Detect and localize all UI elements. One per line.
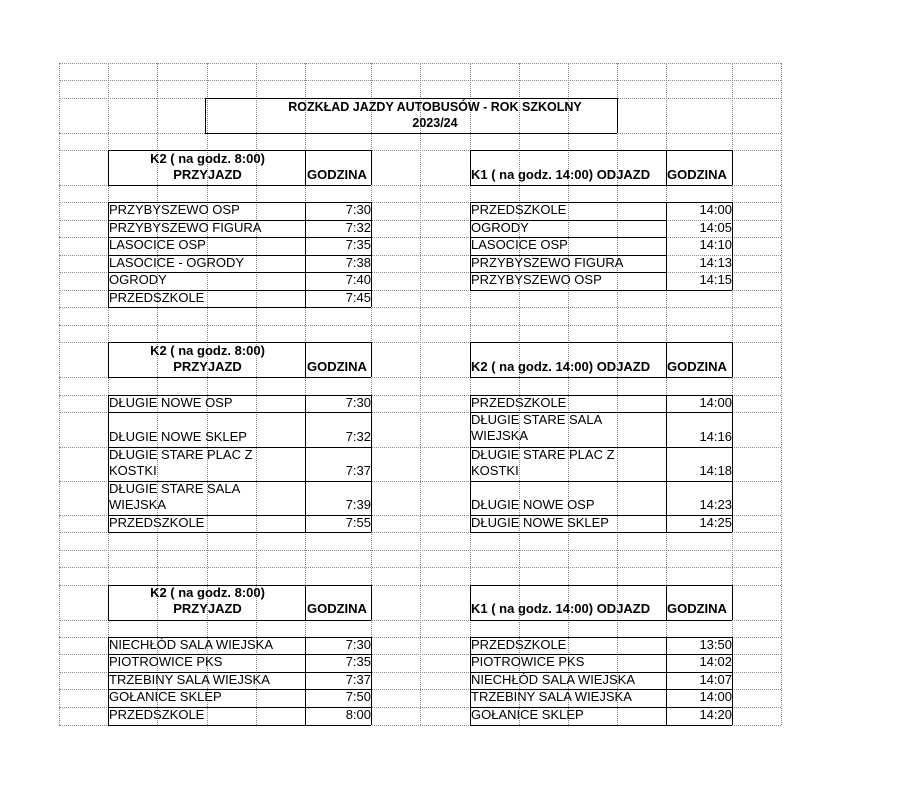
table-border <box>470 620 732 621</box>
table-border <box>108 532 371 533</box>
right-stop-1-3: LASOCICE OSP <box>471 237 568 252</box>
left-time-3-5: 8:00 <box>345 707 371 722</box>
right-header-2: K2 ( na godz. 14:00) ODJAZD <box>471 359 651 374</box>
left-stop-1-5: OGRODY <box>109 272 167 287</box>
left-time-1-5: 7:40 <box>345 272 371 287</box>
left-stop-1-2: PRZYBYSZEWO FIGURA <box>109 220 262 235</box>
right-stop-2-3: DŁUGIE STARE PLAC Z KOSTKI <box>471 447 615 478</box>
grid-row-line <box>59 550 781 551</box>
right-stop-1-5: PRZYBYSZEWO OSP <box>471 272 602 287</box>
table-border <box>732 585 733 620</box>
page-title <box>205 99 665 131</box>
right-stop-2-1: PRZEDSZKOLE <box>471 395 567 410</box>
table-border <box>205 133 617 134</box>
right-time-header-1: GODZINA <box>667 167 727 182</box>
table-border <box>371 585 372 620</box>
right-time-1-3: 14:10 <box>699 237 732 252</box>
grid-column-line <box>617 63 618 725</box>
table-border <box>732 202 733 290</box>
table-border <box>732 395 733 532</box>
right-stop-1-4: PRZYBYSZEWO FIGURA <box>471 255 624 270</box>
right-time-2-2: 14:16 <box>699 429 732 444</box>
table-border <box>732 150 733 185</box>
right-time-2-3: 14:18 <box>699 463 732 478</box>
right-stop-2-2: DŁUGIE STARE SALA WIEJSKA <box>471 412 602 443</box>
left-time-1-2: 7:32 <box>345 220 371 235</box>
right-time-1-5: 14:15 <box>699 272 732 287</box>
left-time-header-1: GODZINA <box>307 167 367 182</box>
table-border <box>666 290 732 291</box>
left-stop-2-1: DŁUGIE NOWE OSP <box>109 395 233 410</box>
title-line-1: ROZKŁAD JAZDY AUTOBUSÓW - ROK SZKOLNY <box>288 100 582 114</box>
left-time-1-6: 7:45 <box>345 290 371 305</box>
right-time-2-5: 14:25 <box>699 515 732 530</box>
grid-row-line <box>59 325 781 326</box>
table-border <box>108 585 109 620</box>
left-time-3-2: 7:35 <box>345 654 371 669</box>
table-border <box>371 637 372 725</box>
right-time-header-2: GODZINA <box>667 359 727 374</box>
right-time-1-1: 14:00 <box>699 202 732 217</box>
table-border <box>305 585 306 620</box>
right-stop-3-2: PIOTROWICE PKS <box>471 654 585 669</box>
grid-column-line <box>59 63 60 725</box>
right-stop-1-2: OGRODY <box>471 220 529 235</box>
grid-row-line <box>59 80 781 81</box>
left-time-1-3: 7:35 <box>345 237 371 252</box>
right-time-1-4: 14:13 <box>699 255 732 270</box>
left-time-header-2: GODZINA <box>307 359 367 374</box>
left-time-1-1: 7:30 <box>345 202 371 217</box>
table-border <box>108 620 371 621</box>
left-stop-3-2: PIOTROWICE PKS <box>109 654 223 669</box>
right-stop-3-4: TRZEBINY SALA WIEJSKA <box>471 689 632 704</box>
table-border <box>470 532 732 533</box>
right-time-2-1: 14:00 <box>699 395 732 410</box>
right-time-1-2: 14:05 <box>699 220 732 235</box>
grid-column-line <box>519 63 520 725</box>
grid-row-line <box>59 567 781 568</box>
left-stop-3-3: TRZEBINY SALA WIEJSKA <box>109 672 270 687</box>
table-border <box>305 342 306 377</box>
left-stop-3-4: GOŁANICE SKLEP <box>109 689 222 704</box>
right-time-header-3: GODZINA <box>667 601 727 616</box>
title-line-2: 2023/24 <box>412 116 458 130</box>
left-time-3-1: 7:30 <box>345 637 371 652</box>
table-border <box>108 412 371 413</box>
right-time-3-1: 13:50 <box>699 637 732 652</box>
right-time-3-2: 14:02 <box>699 654 732 669</box>
right-header-1: K1 ( na godz. 14:00) ODJAZD <box>471 167 651 182</box>
table-border <box>470 290 666 291</box>
left-time-2-5: 7:55 <box>345 515 371 530</box>
table-border <box>470 725 732 726</box>
left-stop-3-5: PRZEDSZKOLE <box>109 707 205 722</box>
left-stop-3-1: NIECHŁÓD SALA WIEJSKA <box>109 637 273 652</box>
right-time-2-4: 14:23 <box>699 497 732 512</box>
table-border <box>371 202 372 307</box>
left-time-1-4: 7:38 <box>345 255 371 270</box>
right-stop-3-3: NIECHŁÓD SALA WIEJSKA <box>471 672 635 687</box>
table-border <box>470 481 732 482</box>
left-time-3-3: 7:37 <box>345 672 371 687</box>
left-stop-1-3: LASOCICE OSP <box>109 237 206 252</box>
table-border <box>108 725 371 726</box>
right-time-3-5: 14:20 <box>699 707 732 722</box>
right-stop-3-1: PRZEDSZKOLE <box>471 637 567 652</box>
left-stop-2-5: PRZEDSZKOLE <box>109 515 205 530</box>
table-border <box>108 185 371 186</box>
grid-column-line <box>568 63 569 725</box>
left-time-header-3: GODZINA <box>307 601 367 616</box>
left-time-3-4: 7:50 <box>345 689 371 704</box>
grid-column-line <box>781 63 782 725</box>
table-border <box>470 377 732 378</box>
left-stop-2-4: DŁUGIE STARE SALA WIEJSKA <box>109 481 240 512</box>
left-time-2-3: 7:37 <box>345 463 371 478</box>
table-border <box>305 150 306 185</box>
right-header-3: K1 ( na godz. 14:00) ODJAZD <box>471 601 651 616</box>
table-border <box>371 395 372 532</box>
left-time-2-2: 7:32 <box>345 429 371 444</box>
grid-column-line <box>420 63 421 725</box>
table-border <box>470 342 732 343</box>
right-stop-2-5: DŁUGIE NOWE SKLEP <box>471 515 609 530</box>
right-time-3-4: 14:00 <box>699 689 732 704</box>
table-border <box>371 150 372 185</box>
left-header-3: K2 ( na godz. 8:00) PRZYJAZD <box>150 585 265 616</box>
table-border <box>108 307 371 308</box>
right-stop-3-5: GOŁANICE SKLEP <box>471 707 584 722</box>
table-border <box>732 637 733 725</box>
left-header-2: K2 ( na godz. 8:00) PRZYJAZD <box>150 343 265 374</box>
left-stop-1-1: PRZYBYSZEWO OSP <box>109 202 240 217</box>
grid-row-line <box>59 63 781 64</box>
table-border <box>108 342 109 377</box>
table-border <box>108 150 109 185</box>
right-time-3-3: 14:07 <box>699 672 732 687</box>
left-stop-1-4: LASOCICE - OGRODY <box>109 255 245 270</box>
left-stop-1-6: PRZEDSZKOLE <box>109 290 205 305</box>
left-time-2-4: 7:39 <box>345 497 371 512</box>
left-stop-2-3: DŁUGIE STARE PLAC Z KOSTKI <box>109 447 253 478</box>
right-stop-1-1: PRZEDSZKOLE <box>471 202 567 217</box>
table-border <box>108 377 371 378</box>
table-border <box>732 342 733 377</box>
left-stop-2-2: DŁUGIE NOWE SKLEP <box>109 429 247 444</box>
table-border <box>470 185 732 186</box>
left-header-1: K2 ( na godz. 8:00) PRZYJAZD <box>150 151 265 182</box>
right-stop-2-4: DŁUGIE NOWE OSP <box>471 497 595 512</box>
table-border <box>371 342 372 377</box>
table-border <box>470 585 732 586</box>
table-border <box>470 150 732 151</box>
left-time-2-1: 7:30 <box>345 395 371 410</box>
